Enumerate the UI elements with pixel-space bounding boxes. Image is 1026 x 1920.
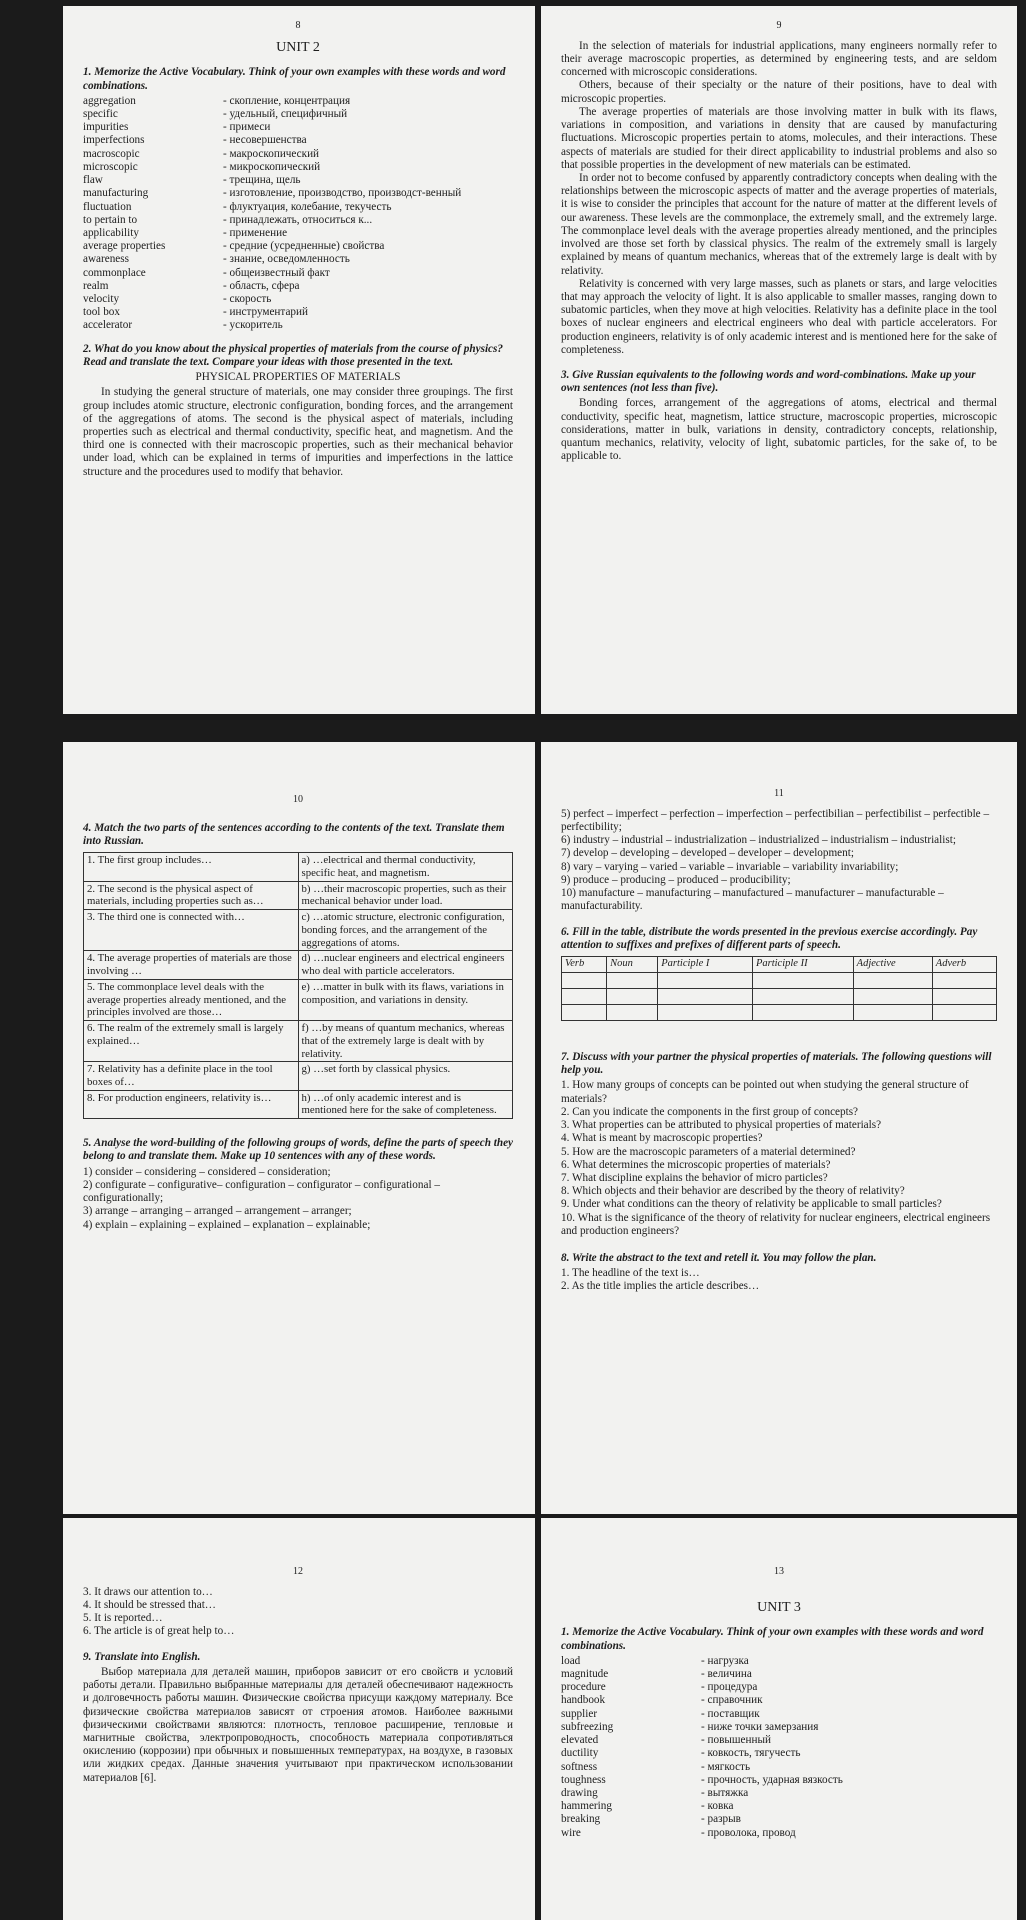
vocab-translation: - справочник bbox=[701, 1694, 997, 1707]
plan-item: 1. The headline of the text is… bbox=[561, 1267, 700, 1280]
vocab-term: elevated bbox=[561, 1734, 599, 1747]
page-number: 11 bbox=[774, 788, 784, 799]
word-groups-list bbox=[83, 1166, 513, 1232]
vocab-translation: - мягкость bbox=[701, 1761, 997, 1774]
page-8 bbox=[63, 6, 535, 714]
vocab-translation: - нагрузка bbox=[701, 1655, 997, 1668]
vocab-term: fluctuation bbox=[83, 200, 132, 213]
plan-item: 3. It draws our attention to… bbox=[83, 1585, 213, 1598]
sentence-end: c) …atomic structure, electronic configuration, bonding forces, and the arrangement of the aggregations of atoms. bbox=[298, 910, 513, 951]
vocab-term: ductility bbox=[561, 1747, 599, 1760]
table-row bbox=[84, 853, 513, 881]
vocab-translation: - скопление, концентрация bbox=[223, 95, 513, 108]
page-11 bbox=[541, 742, 1017, 1514]
vocabulary-list bbox=[83, 95, 513, 333]
text-paragraph: Relativity is concerned with very large masses, such as planets or stars, and large velocities that may approach the velocity of light. It is also applicable to smaller masses, ranging down to subatomic particles, when they move at high velocities. Relativity has a definite place in the tool boxes of nuclear engineers and electrical engineers who deal with particle accelerators. For production engineers, relativity is of only academic interest and is mentioned here for the sake of completeness. bbox=[561, 277, 997, 356]
empty-cell bbox=[932, 1004, 996, 1020]
vocab-term: realm bbox=[83, 279, 109, 292]
list-item: 8) vary – varying – varied – variable – invariable – variability invariability; bbox=[561, 860, 899, 873]
exercise-1-instruction: 1. Memorize the Active Vocabulary. Think of your own examples with these words and word combinations. bbox=[561, 1626, 984, 1652]
vocab-term: softness bbox=[561, 1760, 598, 1773]
vocab-translation: - несовершенства bbox=[223, 134, 513, 147]
vocab-term: macroscopic bbox=[83, 147, 140, 160]
sentence-end: a) …electrical and thermal conductivity, specific heat, and magnetism. bbox=[298, 853, 513, 881]
list-item: 2) configurate – configurative– configuration – configurator – configurational – configurationally; bbox=[83, 1178, 440, 1205]
list-item: 1) consider – considering – considered – consideration; bbox=[83, 1165, 331, 1178]
vocab-translation: - ниже точки замерзания bbox=[701, 1721, 997, 1734]
exercise-3-instruction: 3. Give Russian equivalents to the following words and word-combinations. Make up your own sentences (not less than five). bbox=[561, 369, 976, 395]
table-header-cell: Verb bbox=[562, 956, 607, 972]
exercise-2-instruction: 2. What do you know about the physical properties of materials from the course of physics? Read and translate the text. Compare your ideas with those presented in the text. bbox=[83, 342, 503, 368]
empty-cell bbox=[658, 972, 753, 988]
empty-cell bbox=[932, 972, 996, 988]
text-paragraph: Others, because of their specialty or the nature of their positions, have to deal with microscopic properties. bbox=[561, 79, 997, 105]
abstract-plan bbox=[83, 1586, 513, 1639]
question-item: 5. How are the macroscopic parameters of a material determined? bbox=[561, 1145, 856, 1158]
table-row bbox=[562, 972, 997, 988]
discussion-questions bbox=[561, 1079, 997, 1238]
sentence-start: 6. The realm of the extremely small is largely explained… bbox=[84, 1021, 299, 1062]
table-row bbox=[84, 1062, 513, 1090]
vocab-translation: - удельный, специфичный bbox=[223, 108, 513, 121]
page-number: 12 bbox=[293, 1566, 303, 1577]
question-item: 3. What properties can be attributed to physical properties of materials? bbox=[561, 1119, 882, 1132]
plan-item: 2. As the title implies the article describes… bbox=[561, 1280, 760, 1293]
list-item: 10) manufacture – manufacturing – manufactured – manufacturer – manufacturable – manufacturability. bbox=[561, 887, 944, 913]
vocab-term: toughness bbox=[561, 1773, 606, 1786]
vocab-term: wire bbox=[561, 1826, 581, 1839]
empty-cell bbox=[607, 1004, 658, 1020]
sentence-end: h) …of only academic interest and is mentioned here for the sake of completeness. bbox=[298, 1090, 513, 1118]
page-number: 8 bbox=[295, 20, 301, 31]
empty-cell bbox=[607, 972, 658, 988]
exercise-9-instruction: 9. Translate into English. bbox=[83, 1650, 201, 1663]
text-paragraph: In order not to become confused by apparently contradictory concepts when dealing with the relationships between the microscopic aspects of matter and the average properties of materials, it is wise to consider the principles that account for the nature of matter at the different levels of our awareness. These levels are the commonplace, the extremely small, and the extremely large. The commonplace level deals with the average properties already mentioned, and the principles involved are those set forth by classical physics. The realm of the extremely small is largely explained by means of quantum mechanics, whereas that of the extremely large is dealt with by relativity. bbox=[561, 171, 997, 277]
question-item: 7. What discipline explains the behavior of micro particles? bbox=[561, 1171, 828, 1184]
list-item: 3) arrange – arranging – arranged – arrangement – arranger; bbox=[83, 1205, 352, 1218]
vocab-term: imperfections bbox=[83, 134, 145, 147]
vocab-term: applicability bbox=[83, 226, 139, 239]
table-header-cell: Adverb bbox=[932, 956, 996, 972]
sentence-start: 5. The commonplace level deals with the average properties already mentioned, and the principles involved are those… bbox=[84, 979, 299, 1020]
empty-cell bbox=[562, 972, 607, 988]
table-row bbox=[562, 1004, 997, 1020]
vocab-translation: - микроскопический bbox=[223, 161, 513, 174]
sentence-end: g) …set forth by classical physics. bbox=[298, 1062, 513, 1090]
page-13 bbox=[541, 1518, 1017, 1920]
vocab-translation: - инструментарий bbox=[223, 306, 513, 319]
page-number: 13 bbox=[774, 1566, 784, 1577]
empty-cell bbox=[658, 1004, 753, 1020]
vocab-term: microscopic bbox=[83, 160, 138, 173]
page-12 bbox=[63, 1518, 535, 1920]
sentence-end: b) …their macroscopic properties, such as their mechanical behavior under load. bbox=[298, 881, 513, 909]
page-9 bbox=[541, 6, 1017, 714]
vocab-translation: - макроскопический bbox=[223, 148, 513, 161]
text-paragraph: The average properties of materials are those involving matter in bulk with its flaws, variations in composition, and variations in density that are caused by manufacturing fluctuations. Microscopic properties pertain to atoms, molecules, and their interactions. These aspects of materials are studied for their direct applicability to industrial problems and also so that possible properties in the development of new materials can be estimated. bbox=[561, 105, 997, 171]
vocab-translation: - общеизвестный факт bbox=[223, 267, 513, 280]
exercise-5-instruction: 5. Analyse the word-building of the following groups of words, define the parts of speech they belong to and translate them. Make up 10 sentences with any of these words. bbox=[83, 1137, 514, 1163]
question-item: 10. What is the significance of the theory of relativity for nuclear engineers, electrical engineers and production engineers? bbox=[561, 1211, 991, 1237]
sentence-start: 8. For production engineers, relativity is… bbox=[84, 1090, 299, 1118]
sentence-end: d) …nuclear engineers and electrical engineers who deal with particle accelerators. bbox=[298, 951, 513, 979]
vocab-term: flaw bbox=[83, 174, 103, 187]
unit-title: UNIT 2 bbox=[276, 39, 320, 55]
vocab-term: aggregation bbox=[83, 94, 136, 107]
vocab-translation: - ковкость, тягучесть bbox=[701, 1747, 997, 1760]
plan-item: 4. It should be stressed that… bbox=[83, 1599, 216, 1612]
vocab-translation: - ускоритель bbox=[223, 319, 513, 332]
vocab-translation: - средние (усредненные) свойства bbox=[223, 240, 513, 253]
sentence-start: 2. The second is the physical aspect of materials, including properties such as… bbox=[84, 881, 299, 909]
vocab-term: impurities bbox=[83, 121, 129, 134]
vocab-translation: - повышенный bbox=[701, 1734, 997, 1747]
question-item: 2. Can you indicate the components in the first group of concepts? bbox=[561, 1105, 859, 1118]
unit-title: UNIT 3 bbox=[757, 1599, 801, 1615]
empty-cell bbox=[562, 1004, 607, 1020]
vocab-translation: - поставщик bbox=[701, 1708, 997, 1721]
vocab-translation: - ковка bbox=[701, 1800, 997, 1813]
sentence-start: 4. The average properties of materials are those involving … bbox=[84, 951, 299, 979]
empty-cell bbox=[607, 988, 658, 1004]
vocab-translation: - величина bbox=[701, 1668, 997, 1681]
vocab-term: accelerator bbox=[83, 319, 133, 332]
vocab-translation: - изготовление, производство, производст-венный bbox=[223, 187, 513, 200]
page-number: 9 bbox=[776, 20, 782, 31]
exercise-6-instruction: 6. Fill in the table, distribute the words presented in the previous exercise accordingly. Pay attention to suffixes and prefixes of different parts of speech. bbox=[561, 925, 978, 951]
table-row bbox=[84, 1021, 513, 1062]
text-paragraph: In the selection of materials for industrial applications, many engineers normally refer to their average macroscopic properties, as determined by engineering tests, and are seldom concerned with microscopic considerations. bbox=[561, 39, 997, 79]
empty-cell bbox=[853, 1004, 932, 1020]
vocab-term: procedure bbox=[561, 1681, 606, 1694]
question-item: 6. What determines the microscopic properties of materials? bbox=[561, 1158, 831, 1171]
vocab-term: tool box bbox=[83, 306, 120, 319]
word-groups-list bbox=[561, 808, 997, 914]
table-header-cell: Noun bbox=[607, 956, 658, 972]
vocab-translation: - трещина, щель bbox=[223, 174, 513, 187]
plan-item: 5. It is reported… bbox=[83, 1612, 163, 1625]
empty-cell bbox=[932, 988, 996, 1004]
table-row bbox=[84, 951, 513, 979]
list-item: 6) industry – industrial – industrialization – industrialized – industrialism – industrialist; bbox=[561, 834, 956, 847]
vocab-term: load bbox=[561, 1654, 581, 1667]
empty-cell bbox=[752, 988, 853, 1004]
page-number: 10 bbox=[293, 794, 303, 805]
list-item: 4) explain – explaining – explained – explanation – explainable; bbox=[83, 1218, 371, 1231]
table-header-cell: Participle II bbox=[752, 956, 853, 972]
vocab-translation: - прочность, ударная вязкость bbox=[701, 1774, 997, 1787]
vocab-term: breaking bbox=[561, 1813, 601, 1826]
vocab-term: specific bbox=[83, 107, 118, 120]
vocab-translation: - флуктуация, колебание, текучесть bbox=[223, 201, 513, 214]
empty-cell bbox=[562, 988, 607, 1004]
question-item: 4. What is meant by macroscopic properties? bbox=[561, 1132, 763, 1145]
sentence-start: 1. The first group includes… bbox=[84, 853, 299, 881]
vocab-translation: - принадлежать, относиться к... bbox=[223, 214, 513, 227]
vocab-term: manufacturing bbox=[83, 187, 149, 200]
text-title: PHYSICAL PROPERTIES OF MATERIALS bbox=[195, 371, 401, 384]
empty-cell bbox=[752, 972, 853, 988]
table-row bbox=[84, 979, 513, 1020]
vocab-translation: - проволока, провод bbox=[701, 1827, 997, 1840]
text-paragraph: In studying the general structure of materials, one may consider three groupings. The first group includes atomic structure, electronic configuration, bonding forces, and the arrangement of the aggregations of atoms. The second is the physical aspect of materials, including properties such as electrical and thermal conductivity, specific heat, and magnetism. And the third one is connected with their macroscopic properties, such as their mechanical behavior under load, which can be explained in terms of impurities and imperfections in the lattice structure and the procedures used to modify that behavior. bbox=[83, 386, 513, 478]
question-item: 8. Which objects and their behavior are described by the theory of relativity? bbox=[561, 1185, 905, 1198]
question-item: 9. Under what conditions can the theory of relativity be applicable to small particles? bbox=[561, 1198, 942, 1211]
parts-of-speech-table bbox=[561, 956, 997, 1021]
table-header-cell: Participle I bbox=[658, 956, 753, 972]
matching-table bbox=[83, 852, 513, 1119]
vocab-translation: - область, сфера bbox=[223, 280, 513, 293]
exercise-3-text: Bonding forces, arrangement of the aggregations of atoms, electrical and thermal conductivity, specific heat, magnetism, lattice structure, macroscopic properties, microscopic considerations, matter in bulk, variations in density, contradictory concepts, relationship, quantum mechanics, relativity, velocity of light, subatomic particles, for the sake of, to be applicable to. bbox=[561, 397, 997, 463]
exercise-7-instruction: 7. Discuss with your partner the physical properties of materials. The following questions will help you. bbox=[561, 1050, 992, 1077]
vocab-translation: - знание, осведомленность bbox=[223, 253, 513, 266]
vocab-translation: - разрыв bbox=[701, 1813, 997, 1826]
sentence-end: e) …matter in bulk with its flaws, variations in composition, and variations in density. bbox=[298, 979, 513, 1020]
exercise-8-instruction: 8. Write the abstract to the text and retell it. You may follow the plan. bbox=[561, 1252, 877, 1265]
russian-text: Выбор материала для деталей машин, приборов зависит от его свойств и условий работы детали. Правильно выбранные материалы для деталей обеспечивают надежность и долговечность работы машин. Физические свойства присущи каждому материалу. Все физические свойства материалов зависят от строения атомов. Наиболее важными физическими свойствами являются: плотность, тепловое расширение, тепловые и магнитные свойства, электропроводность, способность материала сопротивляться окислению (коррозии) при обычных и повышенных температурах, на воздухе, в газовых или жидких средах. Данные значения учитывают при практическом использовании материалов [6]. bbox=[83, 1665, 513, 1784]
abstract-plan bbox=[561, 1267, 997, 1293]
vocab-term: subfreezing bbox=[561, 1720, 614, 1733]
question-item: 1. How many groups of concepts can be pointed out when studying the general structure of materials? bbox=[561, 1079, 969, 1105]
empty-cell bbox=[853, 988, 932, 1004]
vocab-translation: - вытяжка bbox=[701, 1787, 997, 1800]
vocab-translation: - примеси bbox=[223, 121, 513, 134]
vocab-term: velocity bbox=[83, 293, 120, 306]
empty-cell bbox=[752, 1004, 853, 1020]
page-10 bbox=[63, 742, 535, 1514]
list-item: 5) perfect – imperfect – perfection – imperfection – perfectibilian – perfectibilist – perfectible – perfectibility; bbox=[561, 807, 990, 834]
empty-cell bbox=[853, 972, 932, 988]
vocabulary-list bbox=[561, 1655, 997, 1840]
vocab-term: magnitude bbox=[561, 1667, 609, 1680]
vocab-term: to pertain to bbox=[83, 213, 138, 226]
sentence-start: 7. Relativity has a definite place in the tool boxes of… bbox=[84, 1062, 299, 1090]
empty-cell bbox=[658, 988, 753, 1004]
text-continuation bbox=[561, 40, 997, 357]
sentence-start: 3. The third one is connected with… bbox=[84, 910, 299, 951]
table-header-cell: Adjective bbox=[853, 956, 932, 972]
list-item: 7) develop – developing – developed – developer – development; bbox=[561, 847, 854, 860]
exercise-1-instruction: 1. Memorize the Active Vocabulary. Think of your own examples with these words and word combinations. bbox=[83, 66, 506, 92]
vocab-translation: - применение bbox=[223, 227, 513, 240]
vocab-term: awareness bbox=[83, 253, 129, 266]
vocab-translation: - процедура bbox=[701, 1681, 997, 1694]
table-row bbox=[562, 988, 997, 1004]
vocab-term: drawing bbox=[561, 1786, 598, 1799]
list-item: 9) produce – producing – produced – producibility; bbox=[561, 873, 791, 886]
plan-item: 6. The article is of great help to… bbox=[83, 1625, 235, 1638]
table-row bbox=[84, 1090, 513, 1118]
table-row bbox=[84, 910, 513, 951]
vocab-term: average properties bbox=[83, 240, 166, 253]
table-row bbox=[84, 881, 513, 909]
exercise-4-instruction: 4. Match the two parts of the sentences according to the contents of the text. Translate them into Russian. bbox=[83, 821, 505, 848]
sentence-end: f) …by means of quantum mechanics, whereas that of the extremely large is dealt with by relativity. bbox=[298, 1021, 513, 1062]
vocab-term: hammering bbox=[561, 1800, 612, 1813]
vocab-term: commonplace bbox=[83, 266, 146, 279]
vocab-term: handbook bbox=[561, 1694, 606, 1707]
vocab-translation: - скорость bbox=[223, 293, 513, 306]
vocab-term: supplier bbox=[561, 1707, 598, 1720]
